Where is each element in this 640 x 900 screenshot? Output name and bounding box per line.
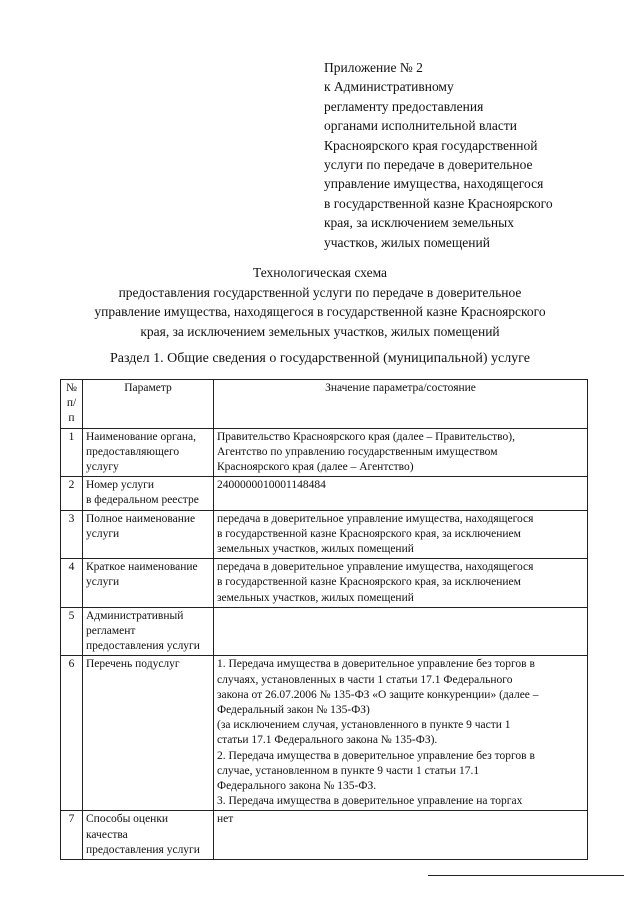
row-number: 7 — [61, 811, 83, 860]
appendix-line: услуги по передаче в доверительное — [324, 157, 533, 173]
appendix-line: управление имущества, находящегося — [324, 176, 544, 192]
title-line: управление имущества, находящегося в государственной казне Красноярского — [94, 304, 546, 319]
parameter-line: предоставляющего — [86, 445, 180, 458]
value-line: земельных участков, жилых помещений — [217, 543, 414, 556]
title-line: предоставления государственной услуги по передаче в доверительное — [118, 284, 522, 300]
document-title — [40, 263, 600, 341]
row-number: 1 — [61, 428, 83, 477]
value-line: 2. Передача имущества в доверительное управление без торгов в — [217, 749, 535, 762]
value-line: нет — [217, 813, 234, 826]
row-value — [214, 428, 588, 477]
row-parameter — [83, 510, 214, 559]
value-line: Агентство по управлению государственным имуществом — [217, 445, 498, 458]
row-parameter — [83, 559, 214, 608]
row-value — [214, 811, 588, 860]
table-row — [61, 510, 588, 559]
value-line: статьи 17.1 Федерального закона № 135-ФЗ). — [217, 734, 438, 747]
appendix-line: Красноярского края государственной — [324, 137, 538, 153]
parameter-line: регламент — [86, 625, 136, 638]
bottom-rule — [428, 875, 624, 876]
parameter-line: услуги — [86, 576, 120, 589]
row-number: 4 — [61, 559, 83, 608]
parameter-line: услуги — [86, 527, 120, 540]
appendix-line: в государственной казне Красноярского — [324, 195, 553, 211]
header-value: Значение параметра/состояние — [214, 380, 588, 429]
header-num — [61, 380, 83, 429]
header-param: Параметр — [83, 380, 214, 429]
appendix-line: органами исполнительной власти — [324, 118, 517, 134]
row-value — [214, 510, 588, 559]
value-line: Федерального закона № 135-ФЗ. — [217, 780, 377, 793]
row-parameter — [83, 656, 214, 811]
title-line: Технологическая схема — [252, 265, 388, 280]
row-value — [214, 656, 588, 811]
table-row — [61, 559, 588, 608]
row-number: 5 — [61, 607, 83, 656]
value-line: Федеральный закон № 135-ФЗ) — [217, 704, 370, 717]
parameter-line: услугу — [86, 461, 119, 474]
header-num-line: № — [66, 382, 77, 394]
value-line: случаях, установленных в части 1 статьи 17.1 Федерального — [217, 673, 513, 686]
parameter-line: Способы оценки — [86, 813, 169, 826]
parameter-line: Номер услуги — [86, 479, 155, 492]
row-number: 2 — [61, 477, 83, 510]
value-line: земельных участков, жилых помещений — [217, 591, 414, 604]
appendix-line: к Административному — [324, 79, 454, 95]
appendix-line: края, за исключением земельных — [324, 215, 514, 231]
appendix-line: Приложение № 2 — [324, 60, 423, 75]
value-line: (за исключением случая, установленного в пункте 9 части 1 — [217, 719, 511, 732]
value-line: в государственной казне Красноярского края, за исключением — [217, 576, 521, 589]
section-title: Раздел 1. Общие сведения о государственной (муниципальной) услуге — [110, 351, 530, 366]
row-number: 3 — [61, 510, 83, 559]
parameter-line: качества — [86, 828, 128, 841]
value-line: 3. Передача имущества в доверительное управление на торгах — [217, 795, 523, 808]
parameter-line: в федеральном реестре — [86, 494, 199, 507]
header-num-line: п/п — [66, 397, 77, 425]
value-line: закона от 26.07.2006 № 135-ФЗ «О защите конкуренции» (далее – — [217, 688, 539, 701]
row-parameter — [83, 428, 214, 477]
parameter-line: Перечень подуслуг — [86, 658, 180, 671]
row-value — [214, 607, 588, 656]
value-line: Правительство Красноярского края (далее – Правительство), — [217, 430, 515, 443]
appendix-line: участков, жилых помещений — [324, 234, 490, 250]
parameter-line: предоставления услуги — [86, 640, 200, 653]
row-number: 6 — [61, 656, 83, 811]
value-line: Красноярского края (далее – Агентство) — [217, 461, 414, 474]
row-value — [214, 477, 588, 510]
parameter-line: Наименование органа, — [86, 430, 196, 443]
row-parameter — [83, 477, 214, 510]
appendix-line: регламенту предоставления — [324, 98, 484, 114]
table-row — [61, 477, 588, 510]
table-row — [61, 607, 588, 656]
row-value — [214, 559, 588, 608]
title-line: края, за исключением земельных участков, жилых помещений — [140, 323, 500, 339]
parameter-line: Краткое наименование — [86, 561, 198, 574]
value-line: случае, установленном в пункте 9 части 1 статьи 17.1 — [217, 764, 480, 777]
value-line: 1. Передача имущества в доверительное управление без торгов в — [217, 658, 535, 671]
row-parameter — [83, 811, 214, 860]
table-row — [61, 811, 588, 860]
service-info-table — [60, 379, 588, 860]
table-body — [61, 428, 588, 859]
value-line: 2400000010001148484 — [217, 479, 326, 492]
value-line: передача в доверительное управление имущества, находящегося — [217, 561, 534, 574]
parameter-line: Полное наименование — [86, 512, 196, 525]
row-parameter — [83, 607, 214, 656]
table-row — [61, 656, 588, 811]
parameter-line: Административный — [86, 609, 184, 622]
parameter-line: предоставления услуги — [86, 843, 200, 856]
value-line: передача в доверительное управление имущества, находящегося — [217, 512, 534, 525]
table-row — [61, 428, 588, 477]
value-line: в государственной казне Красноярского края, за исключением — [217, 527, 521, 540]
table-header-row — [61, 380, 588, 429]
appendix-heading — [324, 58, 624, 252]
